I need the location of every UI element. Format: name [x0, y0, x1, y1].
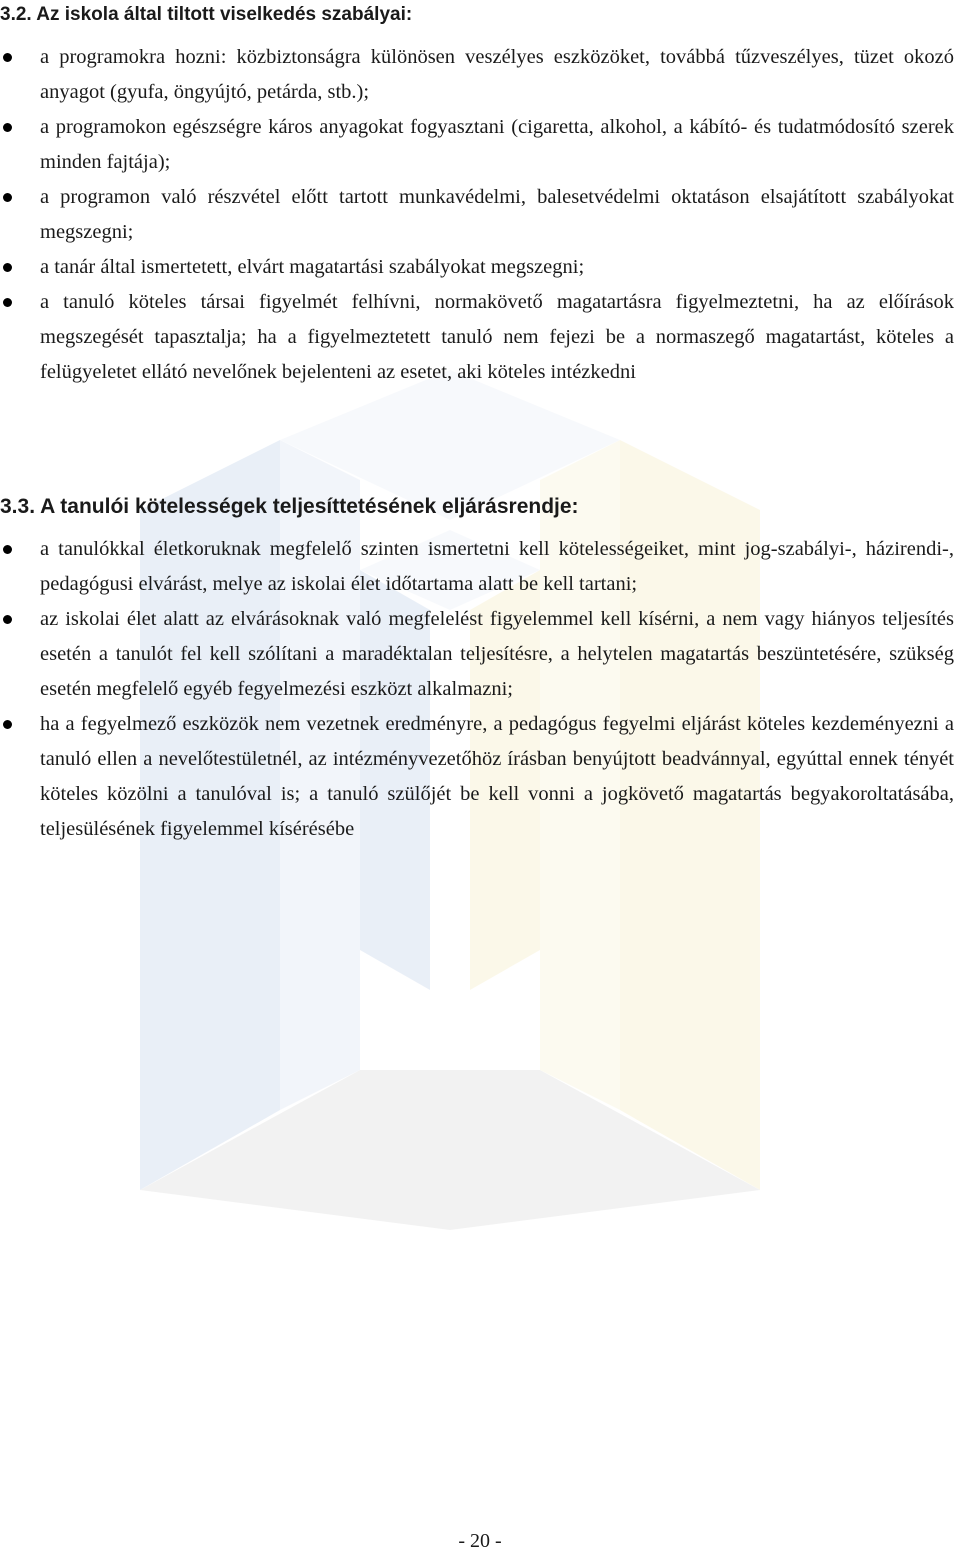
bullet-icon [3, 263, 12, 272]
list-item-text: a programon való részvétel előtt tartott munkavédelmi, balesetvédelmi oktatáson elsajátított szabályokat megszegni; [40, 186, 954, 243]
bullet-icon [3, 298, 12, 307]
bullet-icon [3, 53, 12, 62]
list-item-text: a programokon egészségre káros anyagokat fogyasztani (cigaretta, alkohol, a kábító- és tudatmódosító szerek minden fajtája); [40, 116, 954, 173]
list-item-text: az iskolai élet alatt az elvárásoknak való megfelelést figyelemmel kell kísérni, a nem vagy hiányos teljesítés esetén a tanulót fel kell szólítani a maradéktalan teljesítésre, a helytelen magatartás beszüntetésére, szükség esetén megfelelő egyéb fegyelmezési eszközt alkalmazni; [40, 608, 954, 700]
list-item-text: a tanuló köteles társai figyelmét felhívni, normakövető magatartásra figyelmeztetni, ha az előírások megszegését tapasztalja; ha a figyelmeztetett tanuló nem fejezi be a normaszegő magatartást, köteles a felügyeletet ellátó nevelőnek bejelenteni az esetet, aki köteles intézkedni [40, 291, 954, 383]
list-item [0, 285, 954, 390]
section-heading-3-2: 3.2. Az iskola által tiltott viselkedés szabályai: [0, 4, 413, 25]
list-item [0, 110, 954, 180]
list-item [0, 40, 954, 110]
list-item-text: a tanár által ismertetett, elvárt magatartási szabályokat megszegni; [40, 256, 585, 278]
bullet-icon [3, 720, 12, 729]
page-number: - 20 - [458, 1530, 502, 1552]
bullet-icon [3, 615, 12, 624]
list-item-text: a tanulókkal életkoruknak megfelelő szinten ismertetni kell kötelességeiket, mint jog-szabályi-, házirendi-, pedagógusi elvárást, melye az iskolai élet időtartama alatt be kell tartani; [40, 538, 954, 595]
bullet-icon [3, 123, 12, 132]
section-heading-3-3: 3.3. A tanulói kötelességek teljesíttetésének eljárásrendje: [0, 495, 579, 518]
list-item [0, 532, 954, 602]
bullet-icon [3, 545, 12, 554]
list-item [0, 250, 954, 285]
list-item-text: a programokra hozni: közbiztonságra különösen veszélyes eszközöket, továbbá tűzveszélyes, tüzet okozó anyagot (gyufa, öngyújtó, petárda, stb.); [40, 46, 954, 103]
list-item [0, 180, 954, 250]
forbidden-behavior-list [0, 40, 954, 390]
bullet-icon [3, 193, 12, 202]
list-item [0, 707, 954, 847]
list-item [0, 602, 954, 707]
duties-procedure-list [0, 532, 954, 847]
list-item-text: ha a fegyelmező eszközök nem vezetnek eredményre, a pedagógus fegyelmi eljárást köteles kezdeményezni a tanuló ellen a nevelőtestületnél, az intézményvezetőhöz írásban benyújtott beadvánnyal, egyúttal ennek tényét köteles közölni a tanulóval is; a tanuló szülőjét be kell vonni a jogkövető magatartás begyakoroltatásába, teljesülésének figyelemmel kísérésébe [40, 713, 954, 840]
